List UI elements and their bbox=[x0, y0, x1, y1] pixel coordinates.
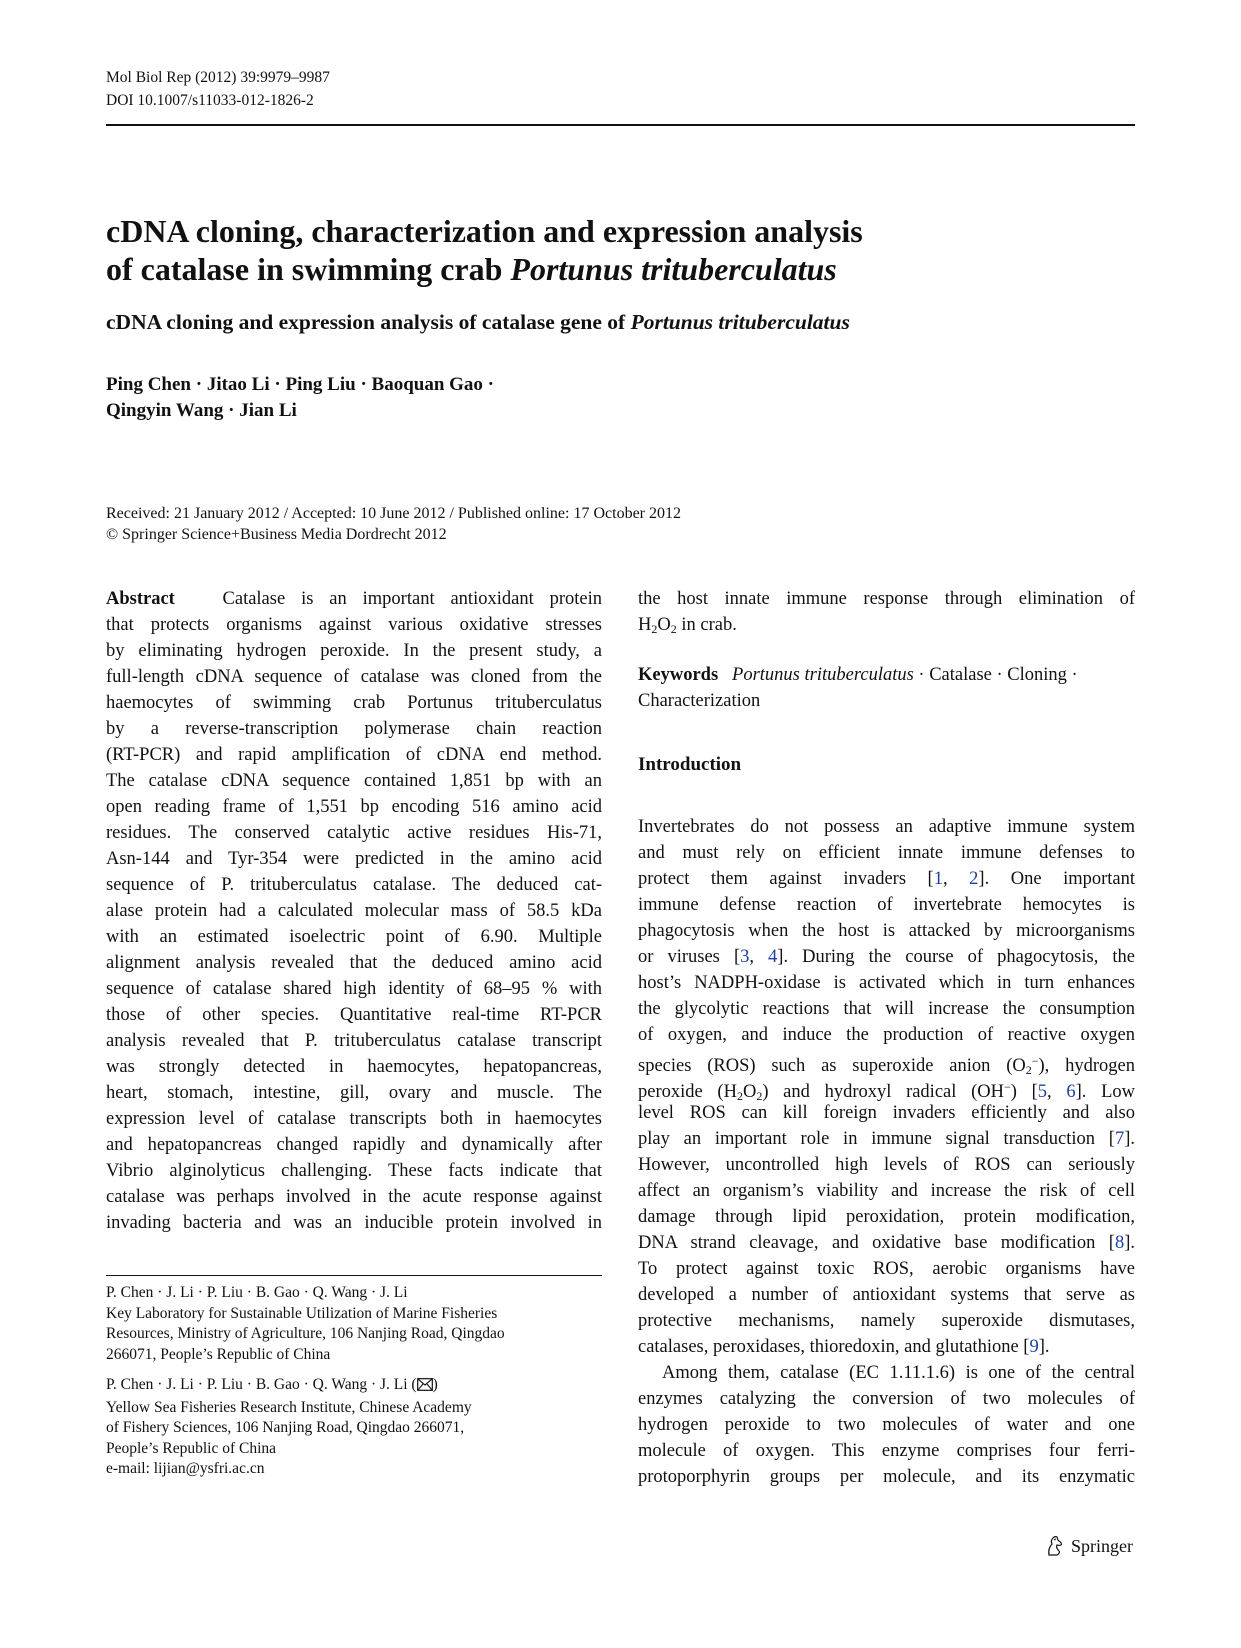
abstract-line bbox=[106, 586, 602, 612]
keyword-species: Portunus trituberculatus bbox=[732, 665, 914, 685]
affiliation-line: P. Chen · J. Li · P. Liu · B. Gao · Q. Wang · J. Li bbox=[106, 1284, 408, 1301]
text: ]. During the course of phagocytosis, the bbox=[777, 947, 1135, 967]
affiliation-line: of Fishery Sciences, 106 Nanjing Road, Qingdao 266071, bbox=[106, 1419, 465, 1436]
journal-citation: Mol Biol Rep (2012) 39:9979–9987 bbox=[106, 69, 330, 86]
journal-doi: DOI 10.1007/s11033-012-1826-2 bbox=[106, 92, 314, 109]
abstract-line: was strongly detected in haemocytes, hepatopancreas, bbox=[106, 1057, 602, 1077]
abstract-line: by eliminating hydrogen peroxide. In the present study, a bbox=[106, 641, 602, 661]
abstract-line: residues. The conserved catalytic active residues His-71, bbox=[106, 823, 602, 843]
authors-line-2: Qingyin Wang · Jian Li bbox=[106, 400, 297, 421]
text: ), hydrogen bbox=[1038, 1056, 1135, 1076]
abstract-line: Vibrio alginolyticus challenging. These facts indicate that bbox=[106, 1161, 602, 1181]
citation-link[interactable]: 4 bbox=[768, 947, 778, 967]
intro-line: the glycolytic reactions that will increase the consumption bbox=[638, 999, 1135, 1019]
footnote-rule bbox=[106, 1275, 602, 1276]
abstract-line: heart, stomach, intestine, gill, ovary and muscle. The bbox=[106, 1083, 602, 1103]
affiliation-2 bbox=[106, 1375, 602, 1480]
intro-line: Among them, catalase (EC 1.11.1.6) is one of the central bbox=[662, 1363, 1135, 1383]
title-line-1: cDNA cloning, characterization and expression analysis bbox=[106, 213, 863, 249]
author-list bbox=[106, 372, 494, 424]
dates-line: Received: 21 January 2012 / Accepted: 10 June 2012 / Published online: 17 October 2012 bbox=[106, 505, 681, 522]
text: H bbox=[638, 615, 652, 635]
intro-line: of oxygen, and induce the production of reactive oxygen bbox=[638, 1025, 1135, 1045]
abstract-line: alignment analysis revealed that the deduced amino acid bbox=[106, 953, 602, 973]
affiliation-1 bbox=[106, 1283, 602, 1365]
journal-header bbox=[106, 66, 330, 112]
intro-line: molecule of oxygen. This enzyme comprises four ferri- bbox=[638, 1441, 1135, 1461]
abstract-line: by a reverse-transcription polymerase chain reaction bbox=[106, 719, 602, 739]
citation-link[interactable]: 8 bbox=[1114, 1233, 1125, 1253]
copyright-line: © Springer Science+Business Media Dordrecht 2012 bbox=[106, 526, 447, 543]
text: or viruses [ bbox=[638, 947, 741, 967]
citation-link[interactable]: 9 bbox=[1029, 1337, 1039, 1357]
text: species (ROS) such as superoxide anion (O bbox=[638, 1056, 1026, 1076]
text: ]. bbox=[1124, 1233, 1135, 1253]
text: DNA strand cleavage, and oxidative base modification [ bbox=[638, 1233, 1115, 1253]
abstract-line: catalase was perhaps involved in the acute response against bbox=[106, 1187, 602, 1207]
abstract-line: sequence of catalase shared high identity of 68–95 % with bbox=[106, 979, 602, 999]
abstract-line: (RT-PCR) and rapid amplification of cDNA end method. bbox=[106, 745, 602, 765]
text: , bbox=[942, 869, 970, 889]
intro-line bbox=[638, 1230, 1135, 1256]
affiliation-authors: P. Chen · J. Li · P. Liu · B. Gao · Q. Wang · J. Li ( bbox=[106, 1376, 417, 1393]
text: ) and hydroxyl radical (OH bbox=[762, 1082, 1004, 1102]
intro-line: Invertebrates do not possess an adaptive immune system bbox=[638, 817, 1135, 837]
intro-line bbox=[638, 1334, 1135, 1360]
subscript: 2 bbox=[756, 1089, 763, 1103]
citation-link[interactable]: 5 bbox=[1037, 1082, 1048, 1102]
abstract-line: and hepatopancreas changed rapidly and dynamically after bbox=[106, 1135, 602, 1155]
authors-line-1: Ping Chen · Jitao Li · Ping Liu · Baoquan Gao · bbox=[106, 374, 495, 395]
text: in crab. bbox=[676, 615, 737, 635]
article-title bbox=[106, 212, 1146, 288]
text: ]. Low bbox=[1075, 1082, 1135, 1102]
abstract-line: invading bacteria and was an inducible protein involved in bbox=[106, 1213, 602, 1233]
intro-line: protoporphyrin groups per molecule, and its enzymatic bbox=[638, 1467, 1135, 1487]
intro-line bbox=[638, 1126, 1135, 1152]
intro-line: host’s NADPH-oxidase is activated which in turn enhances bbox=[638, 973, 1135, 993]
section-heading-introduction: Introduction bbox=[638, 754, 742, 775]
abstract-line: sequence of P. trituberculatus catalase. The deduced cat- bbox=[106, 875, 602, 895]
affiliation-line: People’s Republic of China bbox=[106, 1439, 277, 1457]
text: play an important role in immune signal transduction [ bbox=[638, 1129, 1115, 1149]
text: O bbox=[742, 1082, 757, 1102]
title-species: Portunus trituberculatus bbox=[510, 251, 837, 287]
subscript: 2 bbox=[736, 1089, 743, 1103]
intro-line: developed a number of antioxidant systems that serve as bbox=[638, 1285, 1135, 1305]
abstract-line: full-length cDNA sequence of catalase was cloned from the bbox=[106, 667, 602, 687]
article-dates bbox=[106, 503, 1146, 545]
superscript: − bbox=[1003, 1080, 1011, 1094]
header-rule bbox=[106, 124, 1135, 126]
intro-line bbox=[638, 1074, 1135, 1103]
abstract-line bbox=[638, 612, 1135, 638]
text: ]. bbox=[1124, 1129, 1135, 1149]
abstract-line: that protects organisms against various oxidative stresses bbox=[106, 615, 602, 635]
abstract-line: open reading frame of 1,551 bp encoding 516 amino acid bbox=[106, 797, 602, 817]
abstract-line: with an estimated isoelectric point of 6.90. Multiple bbox=[106, 927, 602, 947]
subtitle-text: cDNA cloning and expression analysis of catalase gene of bbox=[106, 310, 631, 334]
subscript: 2 bbox=[670, 622, 677, 636]
keywords-line bbox=[638, 662, 1135, 688]
keywords-label: Keywords bbox=[638, 665, 719, 685]
intro-line: level ROS can kill foreign invaders efficiently and also bbox=[638, 1103, 1135, 1123]
abstract bbox=[106, 586, 602, 1236]
citation-link[interactable]: 2 bbox=[969, 869, 979, 889]
abstract-label: Abstract bbox=[106, 589, 175, 609]
intro-line: affect an organism’s viability and increase the risk of cell bbox=[638, 1181, 1135, 1201]
affiliation-line: Key Laboratory for Sustainable Utilization of Marine Fisheries bbox=[106, 1304, 498, 1322]
text: protect them against invaders [ bbox=[638, 869, 934, 889]
springer-horse-icon bbox=[1045, 1535, 1065, 1557]
text: , bbox=[1047, 1082, 1067, 1102]
citation-link[interactable]: 6 bbox=[1066, 1082, 1076, 1102]
affiliation-line: Yellow Sea Fisheries Research Institute, Chinese Academy bbox=[106, 1398, 472, 1416]
subtitle-species: Portunus trituberculatus bbox=[630, 310, 850, 334]
title-line-2 bbox=[106, 250, 1146, 288]
abstract-line: Asn-144 and Tyr-354 were predicted in the amino acid bbox=[106, 849, 602, 869]
text: , bbox=[749, 947, 769, 967]
intro-line bbox=[638, 866, 1135, 892]
keywords bbox=[638, 662, 1135, 714]
intro-line: damage through lipid peroxidation, protein modification, bbox=[638, 1207, 1135, 1227]
intro-line: hydrogen peroxide to two molecules of water and one bbox=[638, 1415, 1135, 1435]
abstract-first-text: Catalase is an important antioxidant protein bbox=[222, 589, 602, 609]
intro-line: phagocytosis when the host is attacked by microorganisms bbox=[638, 921, 1135, 941]
intro-line: immune defense reaction of invertebrate hemocytes is bbox=[638, 895, 1135, 915]
text: peroxide (H bbox=[638, 1082, 737, 1102]
abstract-line: alase protein had a calculated molecular mass of 58.5 kDa bbox=[106, 901, 602, 921]
affiliation-line bbox=[106, 1375, 602, 1398]
intro-line: To protect against toxic ROS, aerobic organisms have bbox=[638, 1259, 1135, 1279]
abstract-line: the host innate immune response through elimination of bbox=[638, 589, 1135, 609]
affiliation-line: Resources, Ministry of Agriculture, 106 Nanjing Road, Qingdao bbox=[106, 1325, 505, 1342]
text: ]. bbox=[1038, 1337, 1050, 1357]
intro-line: and must rely on efficient innate immune defenses to bbox=[638, 843, 1135, 863]
publisher-name: Springer bbox=[1071, 1535, 1133, 1556]
abstract-line: haemocytes of swimming crab Portunus trituberculatus bbox=[106, 693, 602, 713]
affiliation-close-paren: ) bbox=[432, 1376, 438, 1393]
affiliation-line: 266071, People’s Republic of China bbox=[106, 1345, 331, 1363]
intro-line: enzymes catalyzing the conversion of two molecules of bbox=[638, 1389, 1135, 1409]
subscript: 2 bbox=[651, 622, 658, 636]
abstract-continued bbox=[638, 586, 1135, 638]
abstract-line: expression level of catalase transcripts both in haemocytes bbox=[106, 1109, 602, 1129]
text: O bbox=[657, 615, 671, 635]
intro-line bbox=[638, 1048, 1135, 1077]
title-line-2-text: of catalase in swimming crab bbox=[106, 251, 511, 287]
publisher-logo bbox=[1045, 1535, 1133, 1557]
intro-line bbox=[638, 944, 1135, 970]
text: catalases, peroxidases, thioredoxin, and glutathione [ bbox=[638, 1337, 1030, 1357]
abstract-line: those of other species. Quantitative real-time RT-PCR bbox=[106, 1005, 602, 1025]
citation-link[interactable]: 1 bbox=[933, 869, 943, 889]
envelope-icon bbox=[417, 1377, 433, 1398]
intro-line: protective mechanisms, namely superoxide dismutases, bbox=[638, 1311, 1135, 1331]
citation-link[interactable]: 7 bbox=[1114, 1129, 1125, 1149]
abstract-line: The catalase cDNA sequence contained 1,851 bp with an bbox=[106, 771, 602, 791]
intro-line: However, uncontrolled high levels of ROS can seriously bbox=[638, 1155, 1135, 1175]
text: ]. One important bbox=[978, 869, 1136, 889]
text: ) [ bbox=[1010, 1082, 1038, 1102]
introduction-body bbox=[638, 814, 1135, 1490]
abstract-line: analysis revealed that P. trituberculatus catalase transcript bbox=[106, 1031, 602, 1051]
superscript: − bbox=[1031, 1054, 1039, 1068]
citation-link[interactable]: 3 bbox=[740, 947, 750, 967]
article-subtitle bbox=[106, 308, 1146, 336]
email-link[interactable]: e-mail: lijian@ysfri.ac.cn bbox=[106, 1460, 265, 1477]
subscript: 2 bbox=[1025, 1063, 1032, 1077]
keywords-rest: · Catalase · Cloning · bbox=[913, 665, 1078, 685]
keywords-line: Characterization bbox=[638, 691, 761, 711]
